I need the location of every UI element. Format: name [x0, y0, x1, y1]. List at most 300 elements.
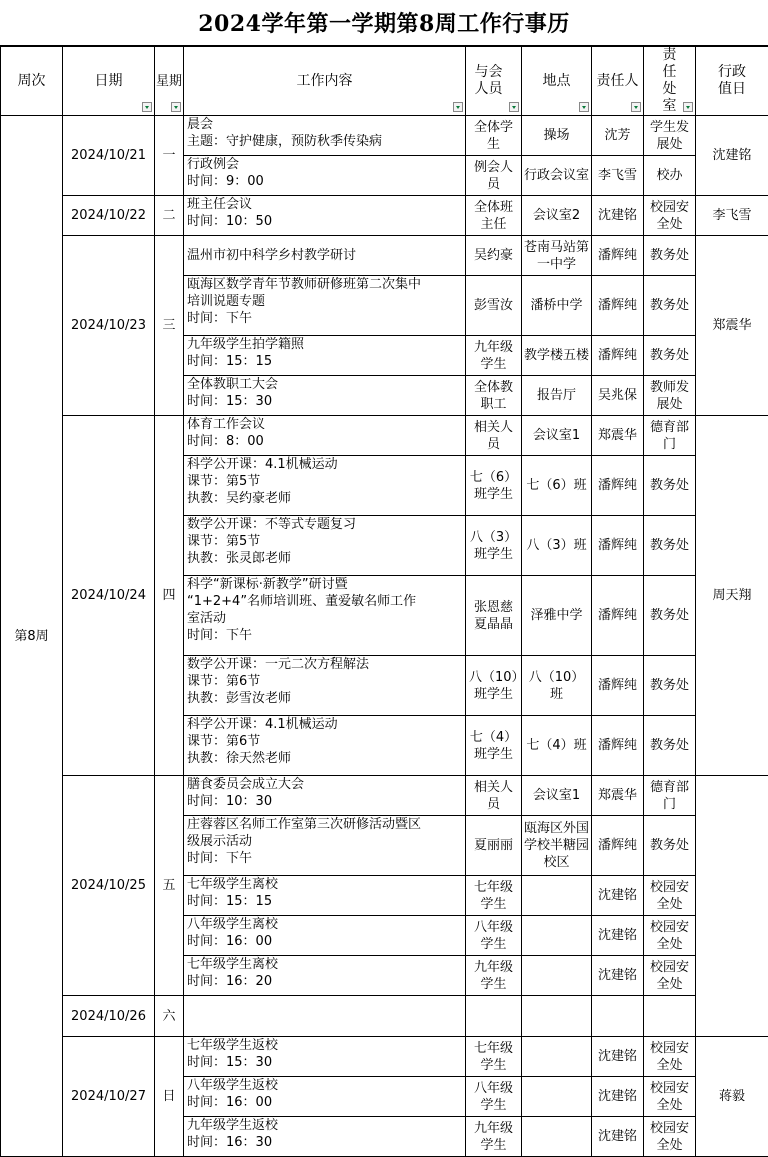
cell-text: 七（6）班学生 [466, 469, 521, 503]
weekday-cell [155, 196, 184, 236]
content-line: 时间：15：30 [187, 1054, 465, 1071]
cell-text: 学生发展处 [644, 119, 695, 153]
cell-text: 教务处 [644, 347, 695, 364]
content-line: 课节：第6节 [187, 733, 465, 750]
cell-text: 潘辉纯 [592, 837, 643, 854]
attendees-cell [466, 916, 522, 956]
cell-text: 校园安全处 [644, 959, 695, 993]
content-line: 七年级学生返校 [187, 1037, 465, 1054]
attendees-cell [466, 236, 522, 276]
cell-text: 潘辉纯 [592, 297, 643, 314]
content-line: 科学公开课：4.1机械运动 [187, 716, 465, 733]
cell-text: 校园安全处 [644, 879, 695, 913]
cell-text: 九年级学生 [466, 1120, 521, 1154]
date-cell [63, 776, 155, 996]
content-line: 培训说题专题 [187, 293, 465, 310]
attendees-cell [466, 1077, 522, 1117]
header-weekday: 星期 [155, 47, 184, 116]
content-line: 科学公开课：4.1机械运动 [187, 456, 465, 473]
department-cell [644, 776, 696, 816]
content-line: 膳食委员会成立大会 [187, 776, 465, 793]
cell-text: 八（10）班 [522, 669, 591, 703]
cell-text: 教学楼五楼 [522, 347, 591, 364]
cell-text: 教务处 [644, 607, 695, 624]
filter-dropdown-icon[interactable] [631, 102, 641, 112]
attendees-cell [466, 996, 522, 1037]
content-line: 温州市初中科学乡村教学研讨 [187, 247, 465, 264]
content-cell [184, 876, 466, 916]
owner-cell [592, 956, 644, 996]
content-line: 时间：10：50 [187, 213, 465, 230]
cell-text: 李飞雪 [592, 167, 643, 184]
duty-cell [696, 416, 768, 776]
cell-text: 校园安全处 [644, 919, 695, 953]
cell-text: 二 [155, 207, 183, 224]
cell-text: 苍南马站第一中学 [522, 239, 591, 273]
header-duty: 行政值日 [696, 47, 768, 116]
table-row [1, 996, 768, 1037]
location-cell [522, 376, 592, 416]
cell-text: 七（6）班 [522, 477, 591, 494]
duty-cell [696, 776, 768, 1037]
department-cell [644, 156, 696, 196]
content-line: 主题：守护健康，预防秋季传染病 [187, 133, 465, 150]
attendees-cell [466, 816, 522, 876]
date-cell [63, 236, 155, 416]
header-content: 工作内容 [184, 47, 466, 116]
content-line: 时间：15：30 [187, 393, 465, 410]
cell-text: 七年级学生 [466, 1040, 521, 1074]
content-line: 体育工作会议 [187, 416, 465, 433]
content-line: 室活动 [187, 610, 465, 627]
cell-text: 校园安全处 [644, 1080, 695, 1114]
cell-text: 八年级学生 [466, 919, 521, 953]
cell-text: 校办 [644, 167, 695, 184]
department-cell [644, 456, 696, 516]
cell-text: 德育部门 [644, 779, 695, 813]
content-cell [184, 276, 466, 336]
department-cell [644, 336, 696, 376]
content-line: 时间：16：30 [187, 1134, 465, 1151]
cell-text: 六 [155, 1008, 183, 1025]
owner-cell [592, 336, 644, 376]
department-cell [644, 996, 696, 1037]
header-owner: 责任人 [592, 47, 644, 116]
owner-cell [592, 816, 644, 876]
content-cell [184, 196, 466, 236]
content-line: 时间：15：15 [187, 893, 465, 910]
table-row [1, 196, 768, 236]
table-row [1, 1037, 768, 1077]
content-line: 时间：下午 [187, 850, 465, 867]
cell-text: 郑震华 [592, 787, 643, 804]
location-cell [522, 116, 592, 156]
weekday-cell [155, 236, 184, 416]
content-cell [184, 916, 466, 956]
content-line: 七年级学生离校 [187, 956, 465, 973]
owner-cell [592, 156, 644, 196]
department-cell [644, 956, 696, 996]
duty-cell [696, 236, 768, 416]
content-line: 执教：徐天然老师 [187, 750, 465, 767]
content-line: 时间：16：00 [187, 933, 465, 950]
attendees-cell [466, 416, 522, 456]
cell-text: 教务处 [644, 247, 695, 264]
cell-text: 八年级学生 [466, 1080, 521, 1114]
owner-cell [592, 116, 644, 156]
cell-text: 全体教职工 [466, 379, 521, 413]
cell-text: 2024/10/26 [63, 1008, 154, 1025]
content-cell [184, 516, 466, 576]
table-row [1, 236, 768, 276]
cell-text: 三 [155, 317, 183, 334]
attendees-cell [466, 276, 522, 336]
cell-text: 潘辉纯 [592, 347, 643, 364]
cell-text: 一 [155, 147, 183, 164]
cell-text: 教务处 [644, 837, 695, 854]
owner-cell [592, 776, 644, 816]
cell-text: 沈建铭 [592, 1048, 643, 1065]
cell-text: 日 [155, 1088, 183, 1105]
content-line: 时间：下午 [187, 310, 465, 327]
location-cell [522, 656, 592, 716]
content-line: 八年级学生离校 [187, 916, 465, 933]
content-line: 时间：15：15 [187, 353, 465, 370]
schedule-table [0, 46, 768, 1157]
filter-dropdown-icon[interactable] [579, 102, 589, 112]
owner-cell [592, 196, 644, 236]
location-cell [522, 876, 592, 916]
content-line: 七年级学生离校 [187, 876, 465, 893]
cell-text: 九年级学生 [466, 339, 521, 373]
cell-text: 2024/10/22 [63, 207, 154, 224]
content-cell [184, 656, 466, 716]
header-week: 周次 [1, 47, 63, 116]
date-cell [63, 996, 155, 1037]
weekday-cell [155, 416, 184, 776]
cell-text: 周天翔 [696, 587, 768, 604]
cell-text: 校园安全处 [644, 199, 695, 233]
date-cell [63, 116, 155, 196]
attendees-cell [466, 656, 522, 716]
location-cell [522, 716, 592, 776]
cell-text: 沈建铭 [592, 887, 643, 904]
date-cell [63, 416, 155, 776]
cell-text: 教务处 [644, 297, 695, 314]
content-line: 全体教职工大会 [187, 376, 465, 393]
cell-text: 潘辉纯 [592, 537, 643, 554]
cell-text: 操场 [522, 127, 591, 144]
location-cell [522, 956, 592, 996]
department-cell [644, 516, 696, 576]
department-cell [644, 656, 696, 716]
cell-text: 相关人员 [466, 419, 521, 453]
location-cell [522, 576, 592, 656]
content-line: 执教：张灵郎老师 [187, 550, 465, 567]
header-location: 地点 [522, 47, 592, 116]
content-line: 时间：8：00 [187, 433, 465, 450]
owner-cell [592, 456, 644, 516]
location-cell [522, 156, 592, 196]
header-row [1, 47, 768, 116]
cell-text: 八（3）班学生 [466, 529, 521, 563]
cell-text: 潘辉纯 [592, 477, 643, 494]
location-cell [522, 776, 592, 816]
cell-text: 沈建铭 [592, 967, 643, 984]
content-line: 八年级学生返校 [187, 1077, 465, 1094]
attendees-cell [466, 576, 522, 656]
content-cell [184, 376, 466, 416]
header-attendees: 与会人员 [466, 47, 522, 116]
content-line: 课节：第6节 [187, 673, 465, 690]
content-cell [184, 416, 466, 456]
department-cell [644, 876, 696, 916]
duty-cell [696, 116, 768, 196]
attendees-cell [466, 876, 522, 916]
owner-cell [592, 576, 644, 656]
content-line: 时间：9：00 [187, 173, 465, 190]
content-line: 行政例会 [187, 156, 465, 173]
duty-cell [696, 1037, 768, 1157]
department-cell [644, 716, 696, 776]
owner-cell [592, 236, 644, 276]
filter-dropdown-icon[interactable] [509, 102, 519, 112]
content-cell [184, 236, 466, 276]
content-line: “1+2+4”名师培训班、董爱敏名师工作 [187, 593, 465, 610]
owner-cell [592, 656, 644, 716]
cell-text: 郑震华 [592, 427, 643, 444]
content-line: 数学公开课：不等式专题复习 [187, 516, 465, 533]
attendees-cell [466, 376, 522, 416]
filter-dropdown-icon[interactable] [453, 102, 463, 112]
location-cell [522, 996, 592, 1037]
attendees-cell [466, 156, 522, 196]
content-cell [184, 156, 466, 196]
department-cell [644, 1037, 696, 1077]
department-cell [644, 236, 696, 276]
cell-text: 八（3）班 [522, 537, 591, 554]
cell-text: 行政会议室 [522, 167, 591, 184]
cell-text: 四 [155, 587, 183, 604]
title-bar [0, 0, 768, 46]
content-line: 数学公开课：一元二次方程解法 [187, 656, 465, 673]
owner-cell [592, 376, 644, 416]
location-cell [522, 456, 592, 516]
table-row [1, 776, 768, 816]
department-cell [644, 1077, 696, 1117]
cell-text: 教师发展处 [644, 379, 695, 413]
attendees-cell [466, 336, 522, 376]
content-cell [184, 956, 466, 996]
header-date: 日期 [63, 47, 155, 116]
cell-text: 张恩慈夏晶晶 [466, 599, 521, 633]
owner-cell [592, 516, 644, 576]
cell-text: 沈建铭 [592, 1088, 643, 1105]
filter-dropdown-icon[interactable] [683, 102, 693, 112]
content-line: 晨会 [187, 116, 465, 133]
attendees-cell [466, 776, 522, 816]
page-title: 2024学年第一学期第8周工作行事历 [198, 7, 570, 38]
department-cell [644, 116, 696, 156]
cell-text: 沈建铭 [592, 927, 643, 944]
filter-dropdown-icon[interactable] [142, 102, 152, 112]
attendees-cell [466, 956, 522, 996]
location-cell [522, 236, 592, 276]
department-cell [644, 196, 696, 236]
content-cell [184, 816, 466, 876]
department-cell [644, 276, 696, 336]
cell-text: 报告厅 [522, 387, 591, 404]
content-cell [184, 1077, 466, 1117]
cell-text: 七（4）班学生 [466, 729, 521, 763]
owner-cell [592, 1037, 644, 1077]
content-cell [184, 716, 466, 776]
cell-text: 教务处 [644, 477, 695, 494]
date-cell [63, 1037, 155, 1157]
content-cell [184, 776, 466, 816]
department-cell [644, 816, 696, 876]
location-cell [522, 336, 592, 376]
weekday-cell [155, 776, 184, 996]
date-cell [63, 196, 155, 236]
cell-text: 德育部门 [644, 419, 695, 453]
weekday-cell [155, 116, 184, 196]
content-cell [184, 336, 466, 376]
cell-text: 教务处 [644, 677, 695, 694]
location-cell [522, 1077, 592, 1117]
attendees-cell [466, 196, 522, 236]
cell-text: 潘辉纯 [592, 247, 643, 264]
cell-text: 潘辉纯 [592, 607, 643, 624]
week-cell [1, 116, 63, 1157]
content-line: 时间：下午 [187, 627, 465, 644]
cell-text: 五 [155, 877, 183, 894]
cell-text: 沈建铭 [592, 207, 643, 224]
location-cell [522, 516, 592, 576]
cell-text: 沈建铭 [592, 1128, 643, 1145]
content-line: 科学“新课标·新教学”研讨暨 [187, 576, 465, 593]
cell-text: 教务处 [644, 537, 695, 554]
attendees-cell [466, 716, 522, 776]
content-cell [184, 576, 466, 656]
location-cell [522, 816, 592, 876]
cell-text: 郑震华 [696, 317, 768, 334]
content-line: 时间：16：20 [187, 973, 465, 990]
filter-dropdown-icon[interactable] [171, 102, 181, 112]
owner-cell [592, 996, 644, 1037]
cell-text: 2024/10/27 [63, 1088, 154, 1105]
cell-text: 七（4）班 [522, 737, 591, 754]
department-cell [644, 376, 696, 416]
cell-text: 夏丽丽 [466, 837, 521, 854]
owner-cell [592, 416, 644, 456]
content-line: 执教：吴约豪老师 [187, 490, 465, 507]
cell-text: 会议室1 [522, 787, 591, 804]
cell-text: 第8周 [1, 628, 62, 645]
cell-text: 泽雅中学 [522, 607, 591, 624]
cell-text: 2024/10/25 [63, 877, 154, 894]
cell-text: 校园安全处 [644, 1120, 695, 1154]
content-line: 级展示活动 [187, 833, 465, 850]
content-line: 瓯海区数学青年节教师研修班第二次集中 [187, 276, 465, 293]
cell-text: 全体班主任 [466, 199, 521, 233]
cell-text: 相关人员 [466, 779, 521, 813]
owner-cell [592, 276, 644, 336]
location-cell [522, 1037, 592, 1077]
location-cell [522, 916, 592, 956]
content-line: 九年级学生拍学籍照 [187, 336, 465, 353]
cell-text: 彭雪汝 [466, 297, 521, 314]
cell-text: 九年级学生 [466, 959, 521, 993]
cell-text: 例会人员 [466, 159, 521, 193]
cell-text: 瓯海区外国学校半糖园校区 [522, 820, 591, 871]
content-line: 时间：10：30 [187, 793, 465, 810]
cell-text: 沈芳 [592, 127, 643, 144]
table-row [1, 116, 768, 156]
location-cell [522, 196, 592, 236]
location-cell [522, 276, 592, 336]
cell-text: 潘桥中学 [522, 297, 591, 314]
content-line: 班主任会议 [187, 196, 465, 213]
owner-cell [592, 916, 644, 956]
cell-text: 全体学生 [466, 119, 521, 153]
cell-text: 教务处 [644, 737, 695, 754]
cell-text: 校园安全处 [644, 1040, 695, 1074]
cell-text: 李飞雪 [696, 207, 768, 224]
cell-text: 会议室2 [522, 207, 591, 224]
cell-text: 2024/10/21 [63, 147, 154, 164]
content-cell [184, 116, 466, 156]
cell-text: 2024/10/24 [63, 587, 154, 604]
cell-text: 潘辉纯 [592, 677, 643, 694]
cell-text: 潘辉纯 [592, 737, 643, 754]
content-line: 九年级学生返校 [187, 1117, 465, 1134]
duty-cell [696, 196, 768, 236]
attendees-cell [466, 456, 522, 516]
owner-cell [592, 876, 644, 916]
cell-text: 八（10）班学生 [466, 669, 521, 703]
content-cell [184, 996, 466, 1037]
department-cell [644, 416, 696, 456]
weekday-cell [155, 996, 184, 1037]
location-cell [522, 416, 592, 456]
attendees-cell [466, 116, 522, 156]
attendees-cell [466, 516, 522, 576]
content-line: 课节：第5节 [187, 533, 465, 550]
owner-cell [592, 716, 644, 776]
attendees-cell [466, 1037, 522, 1077]
cell-text: 蒋毅 [696, 1088, 768, 1105]
cell-text: 会议室1 [522, 427, 591, 444]
table-row [1, 416, 768, 456]
cell-text: 沈建铭 [696, 147, 768, 164]
department-cell [644, 576, 696, 656]
cell-text: 吴兆保 [592, 387, 643, 404]
cell-text: 吴约豪 [466, 247, 521, 264]
weekday-cell [155, 1037, 184, 1157]
cell-text: 七年级学生 [466, 879, 521, 913]
content-cell [184, 456, 466, 516]
content-line: 庄蓉蓉区名师工作室第三次研修活动暨区 [187, 816, 465, 833]
content-line: 执教：彭雪汝老师 [187, 690, 465, 707]
content-cell [184, 1037, 466, 1077]
content-line: 时间：16：00 [187, 1094, 465, 1111]
owner-cell [592, 1077, 644, 1117]
header-department: 责任处室 [644, 47, 696, 116]
cell-text: 2024/10/23 [63, 317, 154, 334]
content-line: 课节：第5节 [187, 473, 465, 490]
department-cell [644, 916, 696, 956]
